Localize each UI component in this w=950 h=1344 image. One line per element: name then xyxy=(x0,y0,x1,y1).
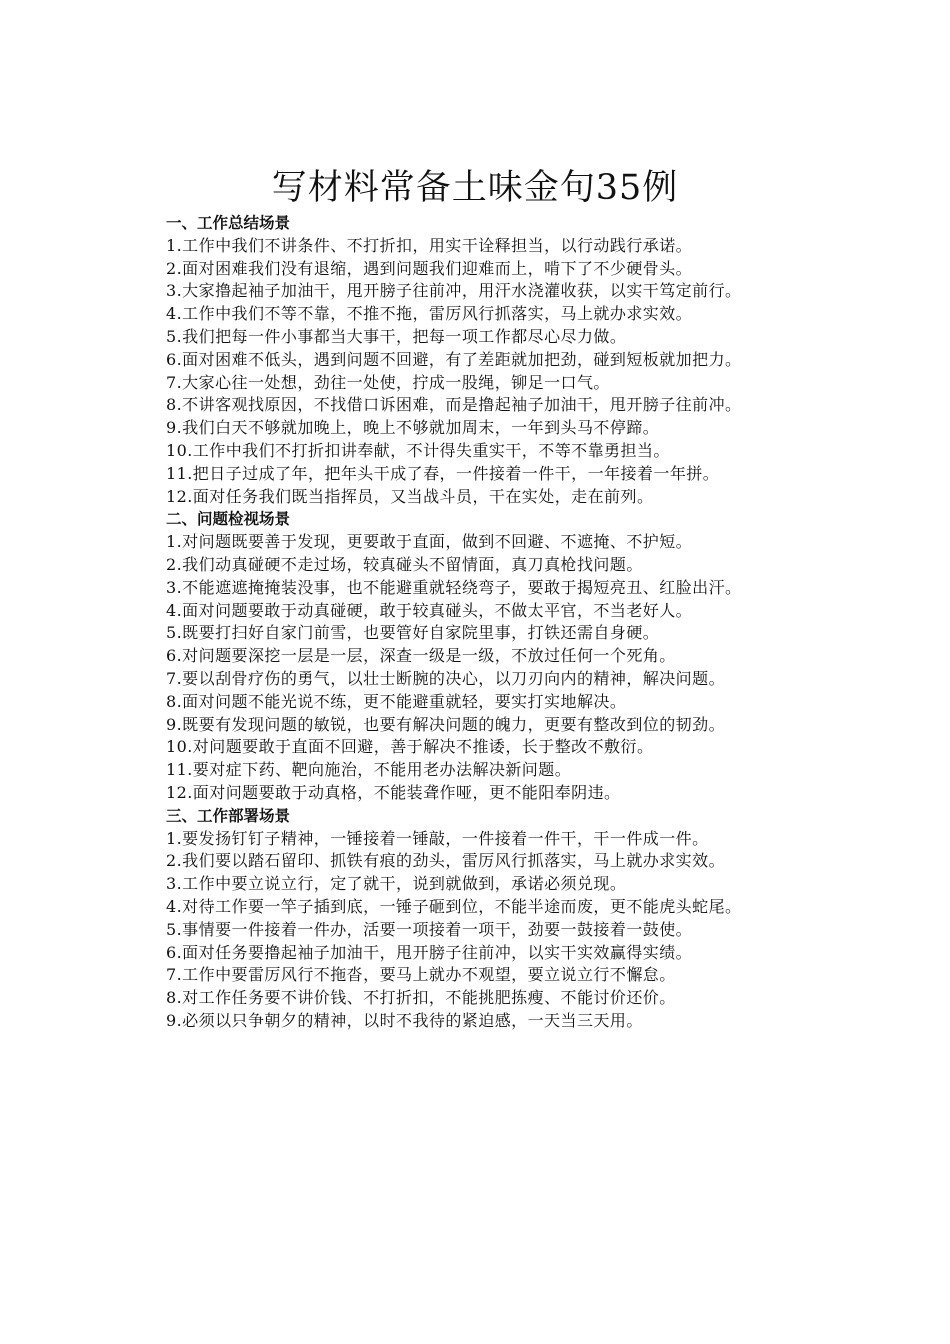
list-item: 9.既要有发现问题的敏锐，也要有解决问题的魄力，更要有整改到位的韧劲。 xyxy=(166,714,726,734)
document-body xyxy=(128,212,830,1033)
list-item: 3.工作中要立说立行，定了就干，说到就做到，承诺必须兑现。 xyxy=(166,874,627,894)
list-item: 9.我们白天不够就加晚上，晚上不够就加周末，一年到头马不停蹄。 xyxy=(166,418,660,438)
list-item: 10.对问题要敢于直面不回避，善于解决不推诿，长于整改不敷衍。 xyxy=(166,737,654,757)
list-item: 7.要以刮骨疗伤的勇气，以壮士断腕的决心，以刀刃向内的精神，解决问题。 xyxy=(166,668,726,688)
list-item: 8.对工作任务要不讲价钱、不打折扣，不能挑肥拣瘦、不能讨价还价。 xyxy=(166,988,676,1008)
list-item: 3.大家撸起袖子加油干，甩开膀子往前冲，用汗水浇灌收获，以实干笃定前行。 xyxy=(166,281,742,301)
list-item: 11.要对症下药、靶向施治，不能用老办法解决新问题。 xyxy=(166,760,572,780)
list-item: 1.对问题既要善于发现，更要敢于直面，做到不回避、不遮掩、不护短。 xyxy=(166,532,693,552)
list-item: 9.必须以只争朝夕的精神，以时不我待的紧迫感，一天当三天用。 xyxy=(166,1010,643,1030)
list-item: 8.面对问题不能光说不练，更不能避重就轻，要实打实地解决。 xyxy=(166,691,627,711)
list-item: 4.工作中我们不等不靠，不推不拖，雷厉风行抓落实，马上就办求实效。 xyxy=(166,304,693,324)
list-item: 12.面对任务我们既当指挥员，又当战斗员，干在实处，走在前列。 xyxy=(166,486,654,506)
list-item: 2.面对困难我们没有退缩，遇到问题我们迎难而上，啃下了不少硬骨头。 xyxy=(166,258,693,278)
document-title: 写材料常备土味金句35例 xyxy=(271,168,679,208)
list-item: 5.我们把每一件小事都当大事干，把每一项工作都尽心尽力做。 xyxy=(166,326,627,346)
list-item: 4.对待工作要一竿子插到底，一锤子砸到位，不能半途而废，更不能虎头蛇尾。 xyxy=(166,896,742,916)
section-heading: 二、问题检视场景 xyxy=(166,510,291,529)
list-item: 5.既要打扫好自家门前雪，也要管好自家院里事，打铁还需自身硬。 xyxy=(166,623,660,643)
list-item: 7.工作中要雷厉风行不拖沓，要马上就办不观望，要立说立行不懈怠。 xyxy=(166,965,676,985)
list-item: 8.不讲客观找原因，不找借口诉困难，而是撸起袖子加油干，甩开膀子往前冲。 xyxy=(166,395,742,415)
list-item: 6.对问题要深挖一层是一层，深查一级是一级，不放过任何一个死角。 xyxy=(166,646,676,666)
list-item: 4.面对问题要敢于动真碰硬，敢于较真碰头，不做太平官，不当老好人。 xyxy=(166,600,693,620)
list-item: 6.面对困难不低头，遇到问题不回避，有了差距就加把劲，碰到短板就加把力。 xyxy=(166,349,742,369)
list-item: 2.我们动真碰硬不走过场，较真碰头不留情面，真刀真枪找问题。 xyxy=(166,554,643,574)
list-item: 1.要发扬钉钉子精神，一锤接着一锤敲，一件接着一件干，干一件成一件。 xyxy=(166,828,709,848)
list-item: 6.面对任务要撸起袖子加油干，甩开膀子往前冲，以实干实效赢得实绩。 xyxy=(166,942,693,962)
list-item: 12.面对问题要敢于动真格，不能装聋作哑，更不能阳奉阴违。 xyxy=(166,782,621,802)
list-item: 7.大家心往一处想，劲往一处使，拧成一股绳，铆足一口气。 xyxy=(166,372,610,392)
section-heading: 三、工作部署场景 xyxy=(166,806,291,825)
section-heading: 一、工作总结场景 xyxy=(166,214,291,232)
list-item: 10.工作中我们不打折扣讲奉献，不计得失重实干，不等不靠勇担当。 xyxy=(166,440,670,460)
list-item: 2.我们要以踏石留印、抓铁有痕的劲头，雷厉风行抓落实，马上就办求实效。 xyxy=(166,851,726,871)
list-item: 5.事情要一件接着一件办，活要一项接着一项干，劲要一鼓接着一鼓使。 xyxy=(166,919,693,939)
list-item: 11.把日子过成了年，把年头干成了春，一件接着一件干，一年接着一年拼。 xyxy=(166,463,720,483)
list-item: 3.不能遮遮掩掩装没事，也不能避重就轻绕弯子，要敢于揭短亮丑、红脸出汗。 xyxy=(166,577,742,597)
list-item: 1.工作中我们不讲条件、不打折扣，用实干诠释担当，以行动践行承诺。 xyxy=(166,235,693,255)
